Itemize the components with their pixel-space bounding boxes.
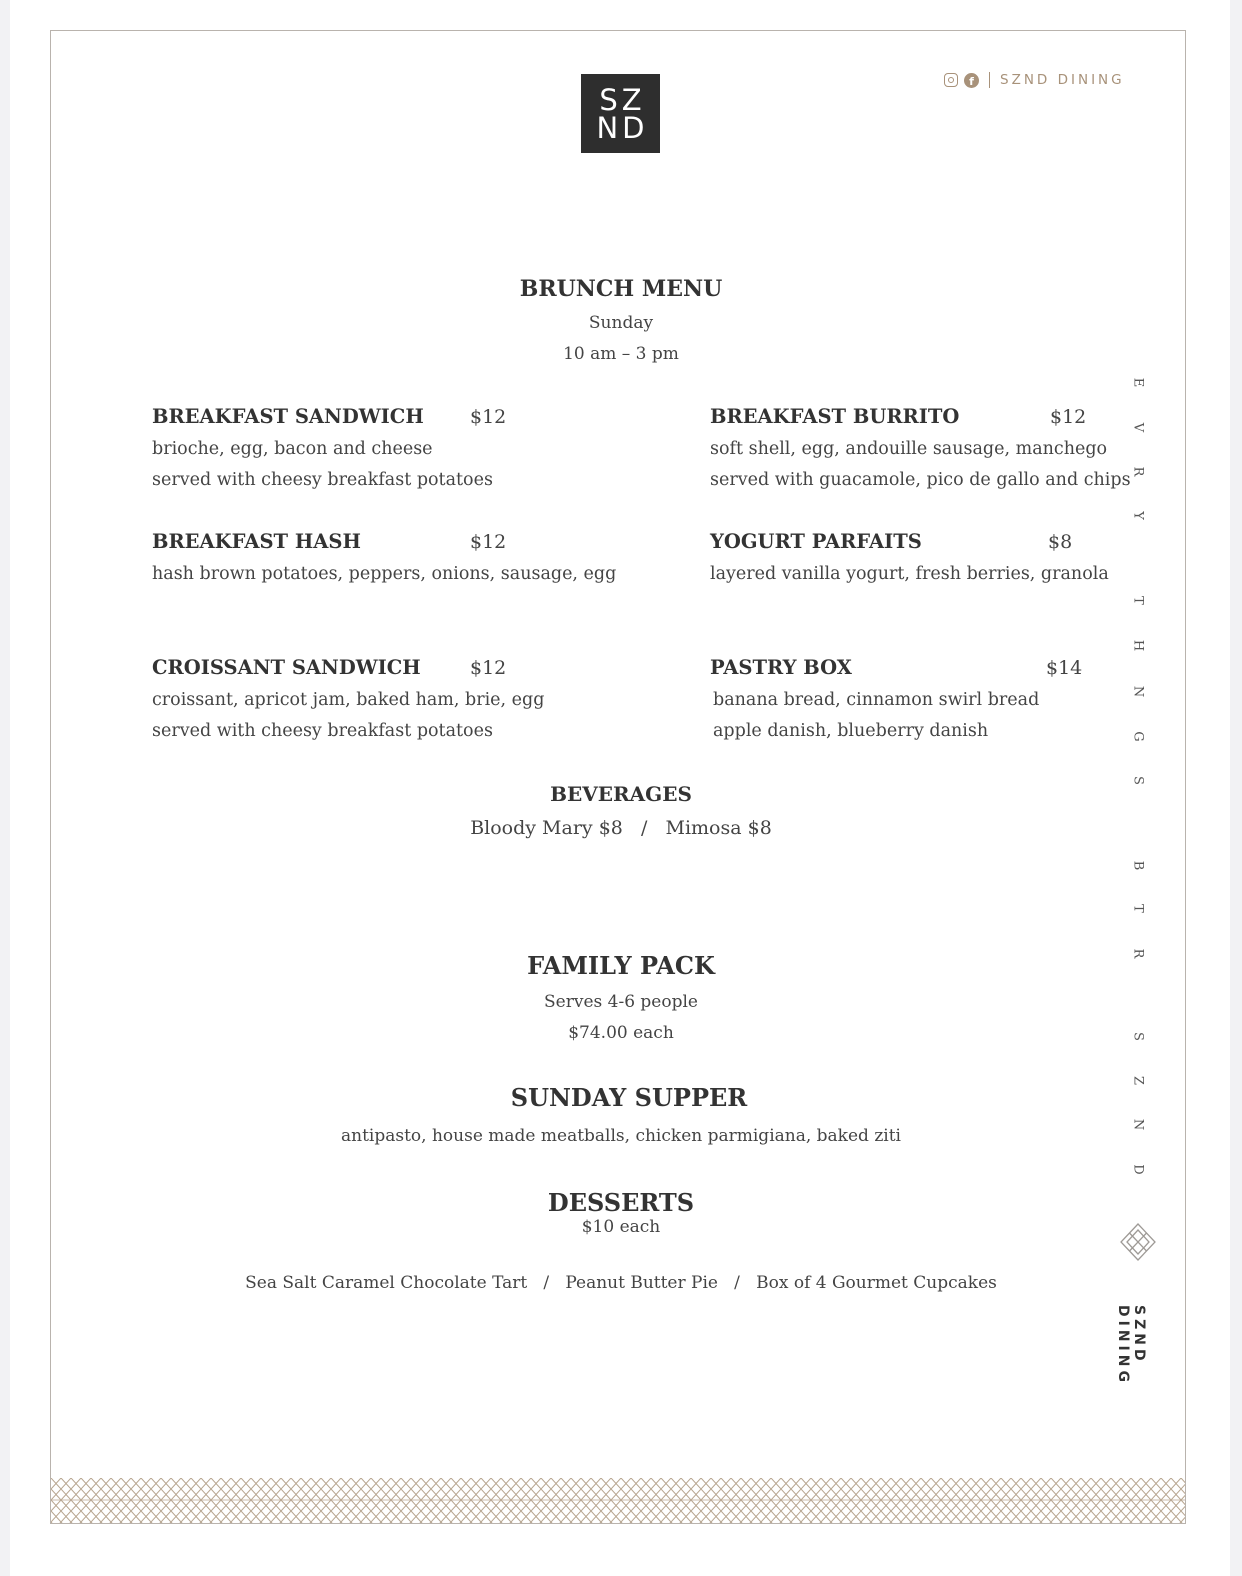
diamond-ornament-icon [1119,1222,1157,1262]
item-name: YOGURT PARFAITS [710,530,922,553]
side-tagline-letter: T [1130,904,1146,913]
item-description: layered vanilla yogurt, fresh berries, granola [710,564,1109,584]
item-price: $12 [1050,406,1087,428]
facebook-icon[interactable]: f [964,73,979,88]
social-label: SZND DINING [1000,72,1125,88]
item-description: soft shell, egg, andouille sausage, manchego [710,439,1108,459]
family-pack-serves: Serves 4-6 people [544,992,698,1012]
item-price: $8 [1048,531,1073,553]
item-description: banana bread, cinnamon swirl bread [713,690,1040,710]
side-tagline-letter: Z [1130,1075,1146,1086]
side-tagline-letter: R [1130,466,1146,477]
item-description: brioche, egg, bacon and cheese [152,439,433,459]
beverages-title: BEVERAGES [550,782,692,806]
item-description: served with cheesy breakfast potatoes [152,721,493,741]
item-name: BREAKFAST BURRITO [710,405,960,428]
side-tagline-letter: R [1130,948,1146,959]
side-tagline-letter: N [1130,1118,1146,1131]
item-name: CROISSANT SANDWICH [152,656,421,679]
side-tagline-letter: H [1130,639,1146,652]
side-brand: SZND DINING [1115,1305,1147,1386]
brunch-hours: 10 am – 3 pm [563,344,679,364]
side-tagline-letter: G [1130,731,1146,742]
logo-line-1: SZ [599,82,646,117]
logo-line-2: ND [596,110,649,145]
item-description: hash brown potatoes, peppers, onions, sausage, egg [152,564,617,584]
side-tagline-letter: N [1130,685,1146,698]
brunch-title: BRUNCH MENU [519,276,723,302]
side-tagline-letter: Y [1130,511,1146,520]
side-tagline-letter: S [1130,1032,1146,1041]
item-price: $12 [470,531,507,553]
side-tagline-letter: E [1130,377,1146,388]
lattice-border [51,1478,1185,1523]
side-tagline-letter: T [1130,596,1146,605]
sunday-supper-line: antipasto, house made meatballs, chicken parmigiana, baked ziti [341,1126,901,1146]
social-divider [989,72,990,88]
item-price: $12 [470,657,507,679]
desserts-title: DESSERTS [547,1188,695,1217]
item-price: $12 [470,406,507,428]
side-tagline-letter: B [1130,860,1146,871]
desserts-price: $10 each [581,1217,661,1237]
side-tagline-letter: S [1130,776,1146,785]
item-description: served with guacamole, pico de gallo and chips [710,470,1131,490]
side-tagline-letter: V [1130,422,1146,433]
sunday-supper-title: SUNDAY SUPPER [510,1083,748,1112]
item-description: served with cheesy breakfast potatoes [152,470,493,490]
beverages-line: Bloody Mary $8 / Mimosa $8 [470,817,772,839]
desserts-line: Sea Salt Caramel Chocolate Tart / Peanut Butter Pie / Box of 4 Gourmet Cupcakes [245,1273,997,1293]
item-price: $14 [1046,657,1083,679]
social-links [944,70,1125,90]
family-pack-title: FAMILY PACK [527,951,715,980]
item-name: BREAKFAST HASH [152,530,361,553]
logo [581,74,660,153]
side-tagline-letter: D [1130,1164,1146,1175]
item-name: PASTRY BOX [710,656,852,679]
family-pack-price: $74.00 each [568,1023,674,1043]
item-description: croissant, apricot jam, baked ham, brie, egg [152,690,545,710]
item-name: BREAKFAST SANDWICH [152,405,424,428]
item-description: apple danish, blueberry danish [713,721,989,741]
menu-frame [50,30,1186,1524]
instagram-icon[interactable] [944,73,958,87]
brunch-day: Sunday [588,313,654,333]
